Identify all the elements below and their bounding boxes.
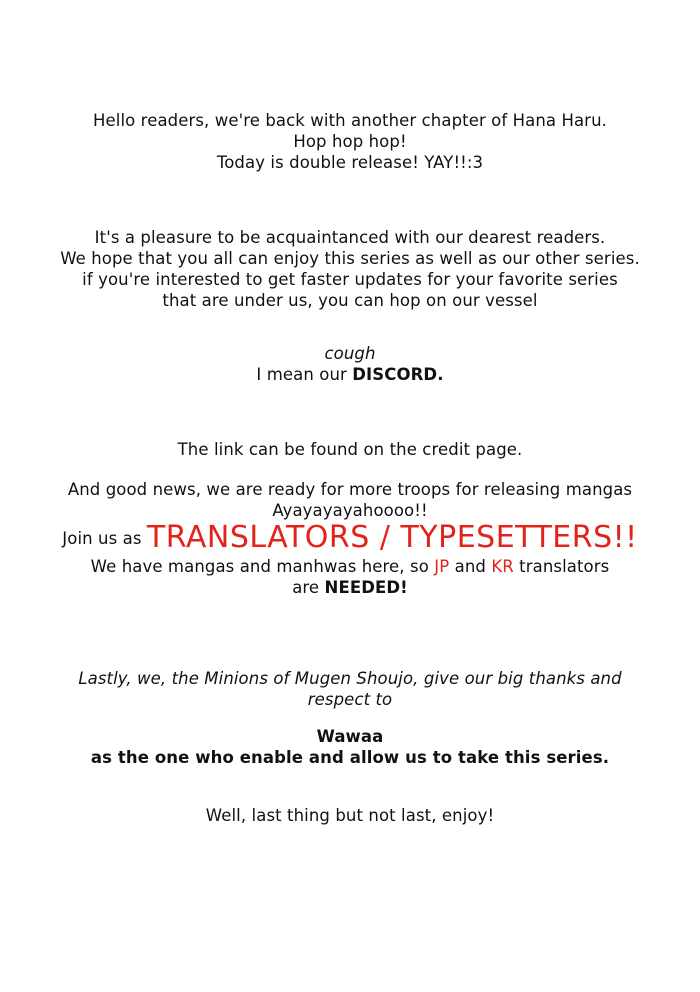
pleasure-line-2: We hope that you all can enjoy this series as well as our other series.	[60, 249, 640, 268]
intro-line-2: Hop hop hop!	[293, 132, 407, 151]
lastly-text: Lastly, we, the Minions of Mugen Shoujo, give our big thanks and respect to	[78, 669, 622, 709]
pleasure-line-4: that are under us, you can hop on our vessel	[162, 291, 538, 310]
roles-headline: TRANSLATORS / TYPESETTERS!!	[146, 520, 638, 555]
join-prefix: Join us as	[62, 529, 147, 548]
link-block	[0, 439, 700, 460]
cough-text: cough	[324, 344, 376, 363]
and-text: and	[449, 557, 492, 576]
enable-line: as the one who enable and allow us to take this series.	[90, 748, 610, 767]
pleasure-line-1: It's a pleasure to be acquaintanced with our dearest readers.	[94, 228, 606, 247]
recruit-line-1: And good news, we are ready for more troops for releasing mangas	[67, 480, 633, 499]
cough-block	[0, 343, 700, 385]
needed-word: NEEDED!	[324, 578, 408, 597]
intro-block	[0, 110, 700, 173]
pleasure-line-3: if you're interested to get faster updates for your favorite series	[82, 270, 618, 289]
join-line	[0, 521, 700, 556]
intro-line-1: Hello readers, we're back with another chapter of Hana Haru.	[93, 111, 607, 130]
discord-line	[0, 364, 700, 385]
closing-line: Well, last thing but not last, enjoy!	[205, 806, 495, 825]
discord-word: DISCORD.	[352, 365, 444, 384]
thanks-block	[0, 668, 700, 710]
closing-block	[0, 805, 700, 826]
recruit-block	[0, 479, 700, 598]
link-line: The link can be found on the credit page.	[177, 440, 523, 459]
recruit-line-2: Ayayayayahoooo!!	[272, 501, 428, 520]
kr-label: KR	[491, 557, 514, 576]
mangas-line	[0, 556, 700, 577]
discord-prefix: I mean our	[256, 365, 353, 384]
needed-line	[0, 577, 700, 598]
jp-label: JP	[434, 557, 450, 576]
wawaa-name: Wawaa	[316, 727, 384, 746]
intro-line-3: Today is double release! YAY!!:3	[216, 153, 484, 172]
mangas-prefix: We have mangas and manhwas here, so	[90, 557, 435, 576]
are-prefix: are	[292, 578, 325, 597]
wawaa-block	[0, 726, 700, 768]
pleasure-block	[0, 227, 700, 311]
translators-suffix: translators	[513, 557, 610, 576]
